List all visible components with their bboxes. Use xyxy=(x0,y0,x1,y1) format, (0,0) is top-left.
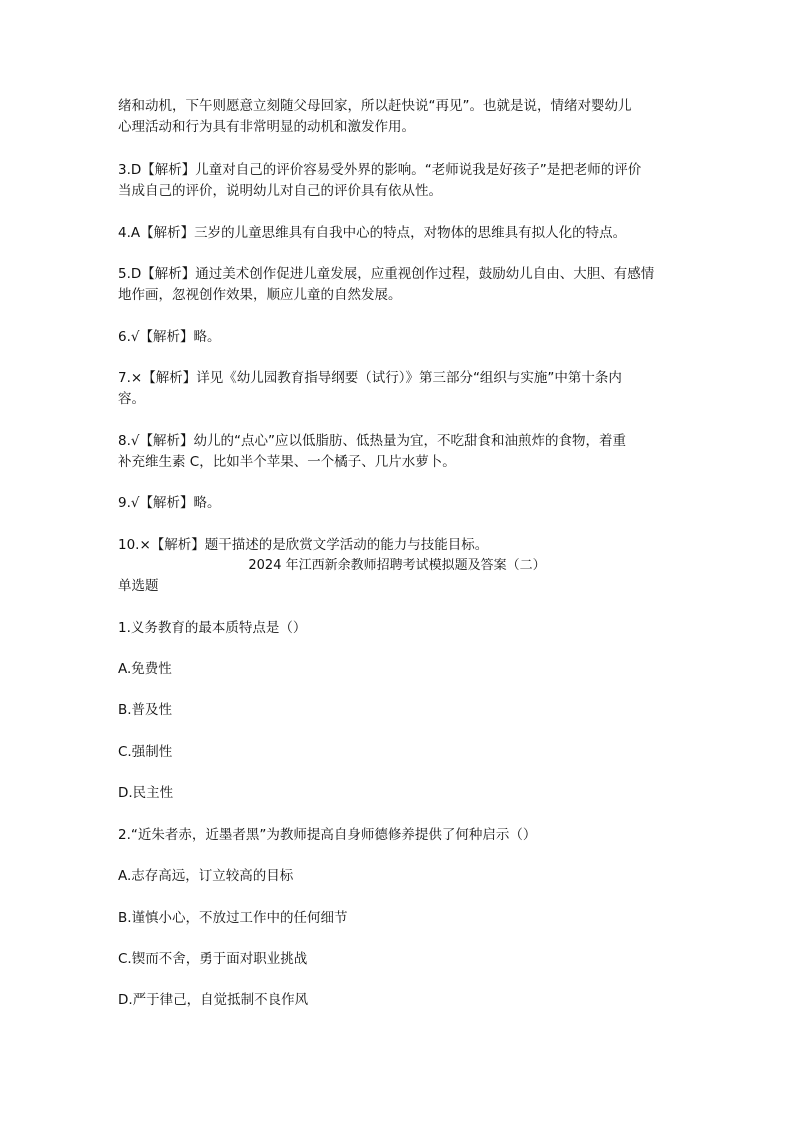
paragraph-line: 心理活动和行为具有非常明显的动机和激发作用。 xyxy=(118,119,415,135)
answer-8-line: 8.√【解析】幼儿的“点心”应以低脂肪、低热量为宜，不吃甜食和油煎炸的食物，着重 xyxy=(118,433,626,449)
answer-10: 10.×【解析】题干描述的是欣赏文学活动的能力与技能目标。 xyxy=(118,537,489,553)
question-2-option-d: D.严于律己，自觉抵制不良作风 xyxy=(118,992,309,1008)
answer-3-line: 3.D【解析】儿童对自己的评价容易受外界的影响。“老师说我是好孩子”是把老师的评价 xyxy=(118,162,642,178)
question-1: 1.义务教育的最本质特点是（） xyxy=(118,620,307,636)
question-2: 2.“近朱者赤，近墨者黑”为教师提高自身师德修养提供了何种启示（） xyxy=(118,827,537,843)
section-heading: 单选题 xyxy=(118,578,159,594)
answer-8-line: 补充维生素 C，比如半个苹果、一个橘子、几片水萝卜。 xyxy=(118,454,456,470)
question-2-option-a: A.志存高远，订立较高的目标 xyxy=(118,868,294,884)
exam-title: 2024 年江西新余教师招聘考试模拟题及答案（二） xyxy=(248,558,546,573)
answer-5-line: 5.D【解析】通过美术创作促进儿童发展，应重视创作过程，鼓励幼儿自由、大胆、有感情 xyxy=(118,266,655,282)
question-2-option-b: B.谨慎小心，不放过工作中的任何细节 xyxy=(118,910,348,926)
question-1-option-c: C.强制性 xyxy=(118,744,173,760)
answer-5-line: 地作画，忽视创作效果，顺应儿童的自然发展。 xyxy=(118,287,402,303)
question-2-option-c: C.锲而不舍，勇于面对职业挑战 xyxy=(118,951,308,967)
answer-6: 6.√【解析】略。 xyxy=(118,329,221,345)
question-1-option-a: A.免费性 xyxy=(118,661,172,677)
answer-7-line: 7.×【解析】详见《幼儿园教育指导纲要（试行）》第三部分“组织与实施”中第十条内 xyxy=(118,370,622,386)
question-1-option-d: D.民主性 xyxy=(118,785,174,801)
paragraph-line: 绪和动机，下午则愿意立刻随父母回家，所以赶快说“再见”。也就是说，情绪对婴幼儿 xyxy=(118,98,632,114)
question-1-option-b: B.普及性 xyxy=(118,702,173,718)
answer-9: 9.√【解析】略。 xyxy=(118,495,221,511)
answer-7-line: 容。 xyxy=(118,391,145,407)
answer-4: 4.A【解析】三岁的儿童思维具有自我中心的特点，对物体的思维具有拟人化的特点。 xyxy=(118,225,627,241)
answer-3-line: 当成自己的评价，说明幼儿对自己的评价具有依从性。 xyxy=(118,183,442,199)
